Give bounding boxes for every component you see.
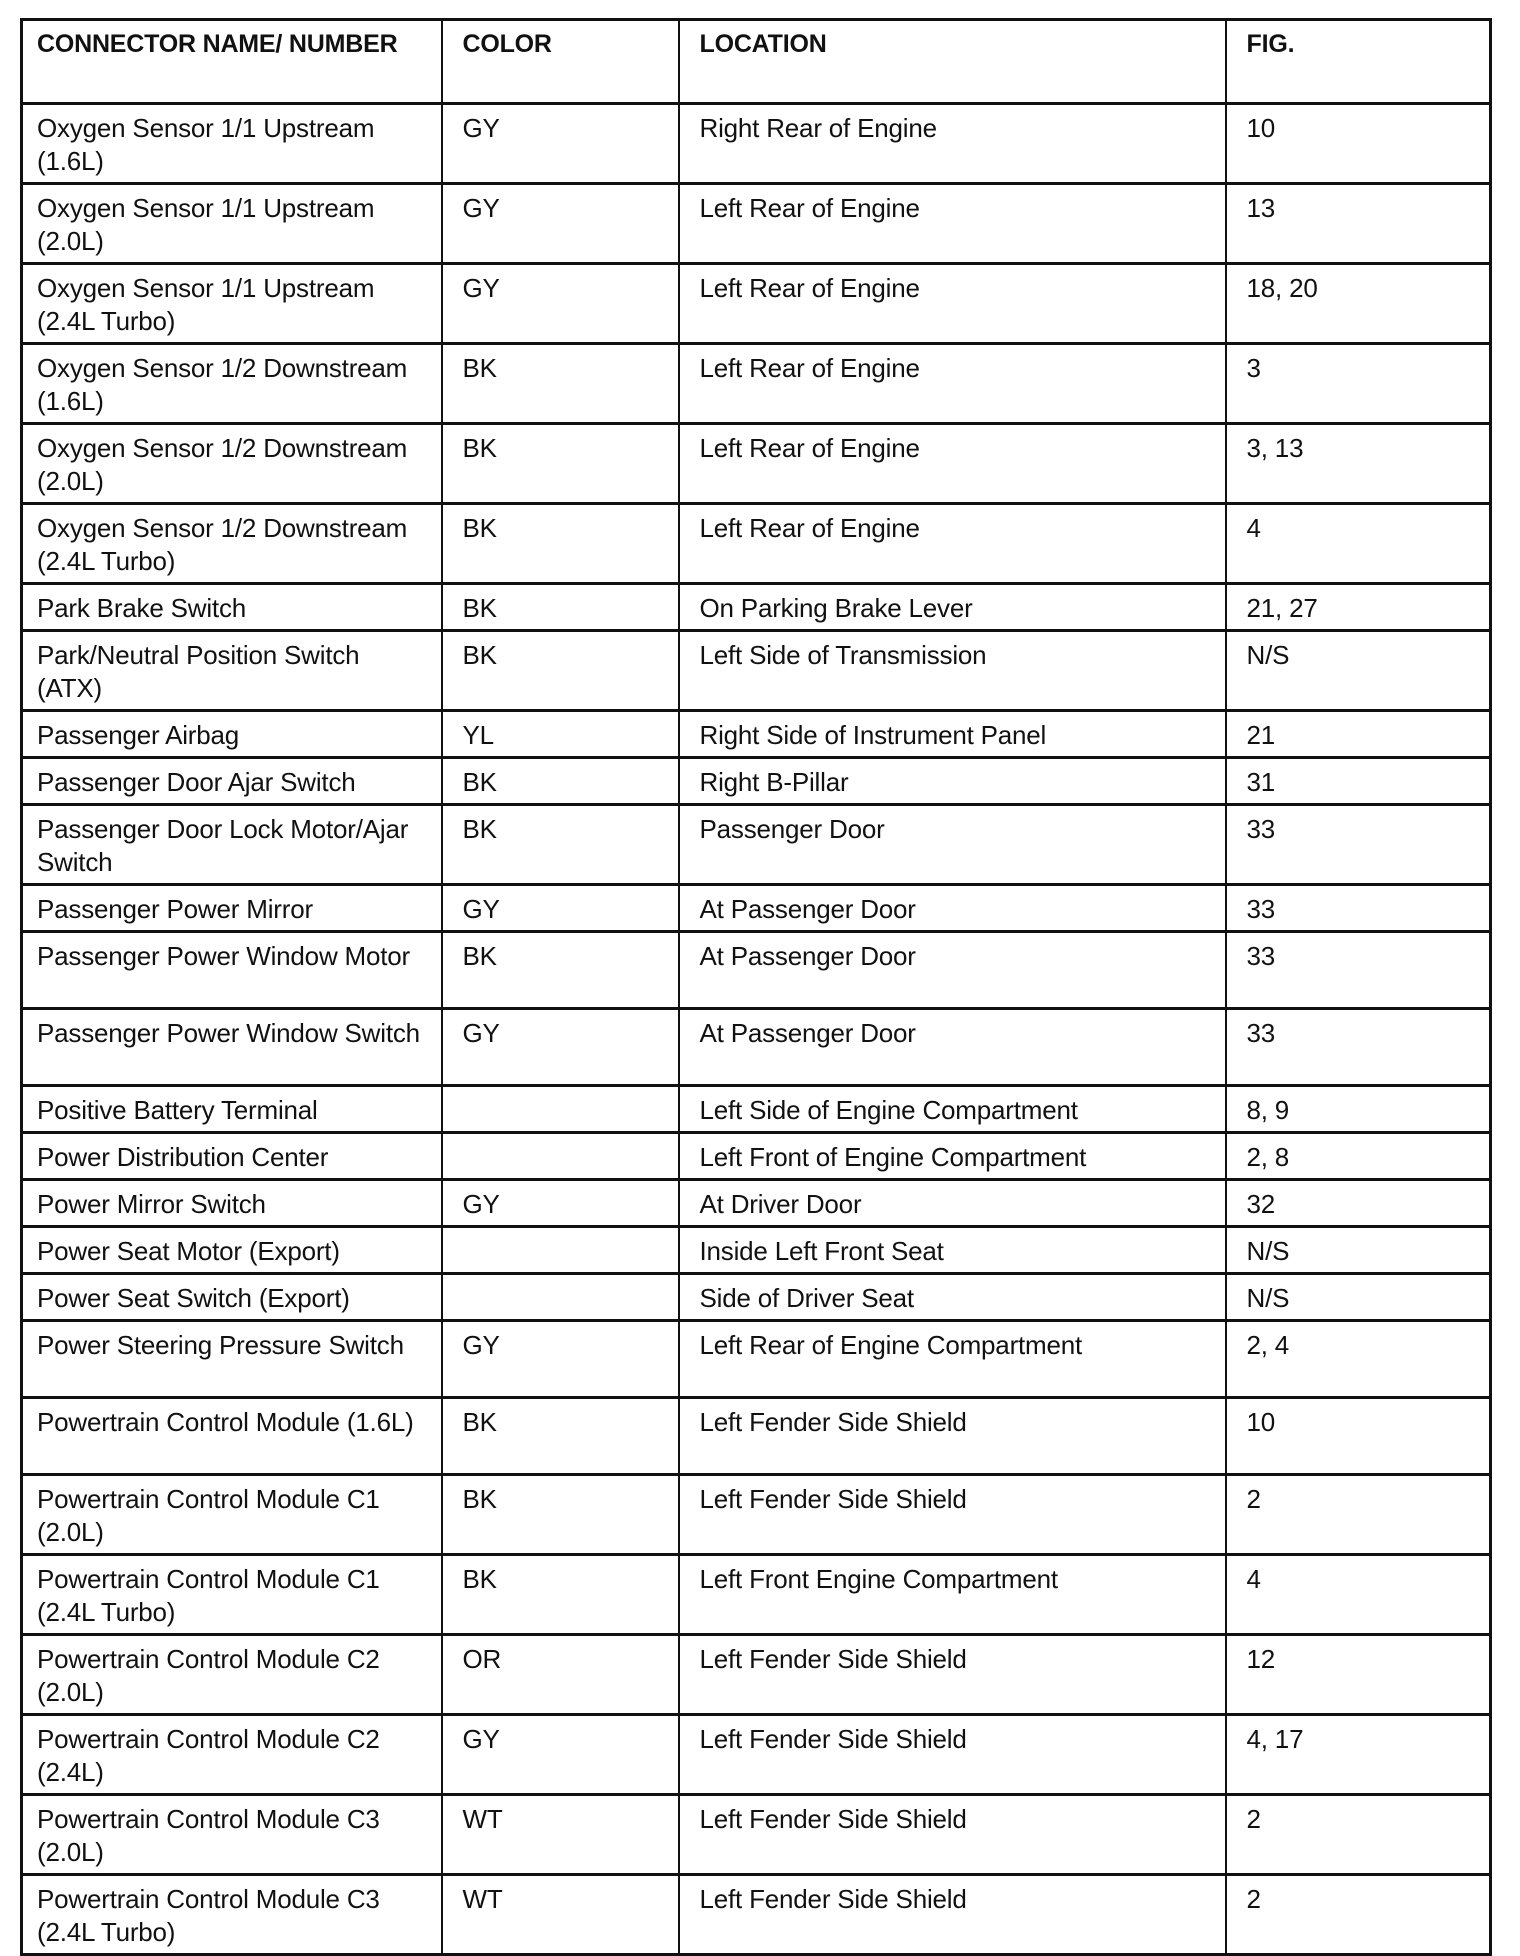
cell-location: On Parking Brake Lever [679,584,1226,631]
cell-fig: 13 [1226,184,1491,264]
cell-location: Left Rear of Engine [679,424,1226,504]
cell-location: Right Rear of Engine [679,104,1226,184]
cell-name: Oxygen Sensor 1/2 Downstream (1.6L) [22,344,442,424]
cell-color: GY [442,1321,679,1398]
cell-fig: 31 [1226,758,1491,805]
cell-location: At Passenger Door [679,885,1226,932]
cell-fig: 33 [1226,1009,1491,1086]
cell-location: Side of Driver Seat [679,1274,1226,1321]
header-fig: FIG. [1226,20,1491,104]
cell-color [442,1086,679,1133]
cell-color: WT [442,1795,679,1875]
cell-color: GY [442,264,679,344]
cell-name: Powertrain Control Module C2 (2.0L) [22,1635,442,1715]
table-row [22,932,1491,1009]
cell-location: Left Rear of Engine Compartment [679,1321,1226,1398]
header-color: COLOR [442,20,679,104]
cell-color: BK [442,758,679,805]
cell-fig: N/S [1226,1227,1491,1274]
cell-name: Oxygen Sensor 1/2 Downstream (2.4L Turbo) [22,504,442,584]
cell-fig: 8, 9 [1226,1086,1491,1133]
table-row [22,1875,1491,1955]
cell-fig: 4, 17 [1226,1715,1491,1795]
table-row [22,1133,1491,1180]
cell-color: BK [442,1555,679,1635]
table-row [22,1009,1491,1086]
header-location: LOCATION [679,20,1226,104]
table-row [22,104,1491,184]
cell-color: GY [442,184,679,264]
cell-name: Powertrain Control Module C2 (2.4L) [22,1715,442,1795]
cell-fig: 10 [1226,104,1491,184]
cell-name: Park/Neutral Position Switch (ATX) [22,631,442,711]
cell-fig: 10 [1226,1398,1491,1475]
cell-location: Left Rear of Engine [679,184,1226,264]
table-row [22,1180,1491,1227]
cell-location: Right Side of Instrument Panel [679,711,1226,758]
cell-location: Left Fender Side Shield [679,1635,1226,1715]
cell-location: Inside Left Front Seat [679,1227,1226,1274]
table-row [22,504,1491,584]
cell-location: Right B-Pillar [679,758,1226,805]
cell-location: Left Side of Transmission [679,631,1226,711]
table-row [22,1274,1491,1321]
cell-fig: 21, 27 [1226,584,1491,631]
cell-color: BK [442,932,679,1009]
table-row [22,1555,1491,1635]
cell-color [442,1227,679,1274]
table-row [22,758,1491,805]
table-row [22,1475,1491,1555]
cell-name: Oxygen Sensor 1/1 Upstream (1.6L) [22,104,442,184]
table-row [22,1715,1491,1795]
cell-name: Power Steering Pressure Switch [22,1321,442,1398]
cell-fig: N/S [1226,1274,1491,1321]
table-row [22,711,1491,758]
cell-color: GY [442,1180,679,1227]
cell-name: Passenger Power Window Motor [22,932,442,1009]
cell-name: Passenger Door Lock Motor/Ajar Switch [22,805,442,885]
cell-name: Oxygen Sensor 1/1 Upstream (2.4L Turbo) [22,264,442,344]
cell-name: Power Mirror Switch [22,1180,442,1227]
cell-fig: 21 [1226,711,1491,758]
cell-name: Passenger Power Mirror [22,885,442,932]
table-header-row [22,20,1491,104]
cell-name: Powertrain Control Module C3 (2.0L) [22,1795,442,1875]
cell-name: Park Brake Switch [22,584,442,631]
cell-fig: 3 [1226,344,1491,424]
cell-name: Positive Battery Terminal [22,1086,442,1133]
cell-name: Powertrain Control Module C1 (2.0L) [22,1475,442,1555]
cell-name: Passenger Airbag [22,711,442,758]
cell-color: BK [442,504,679,584]
cell-color [442,1274,679,1321]
table-row [22,184,1491,264]
cell-fig: 33 [1226,805,1491,885]
cell-color: BK [442,631,679,711]
cell-name: Oxygen Sensor 1/1 Upstream (2.0L) [22,184,442,264]
cell-color: WT [442,1875,679,1955]
cell-color [442,1133,679,1180]
table-row [22,344,1491,424]
cell-location: Left Rear of Engine [679,504,1226,584]
cell-location: At Passenger Door [679,1009,1226,1086]
cell-name: Passenger Door Ajar Switch [22,758,442,805]
cell-color: GY [442,1009,679,1086]
cell-fig: 2 [1226,1875,1491,1955]
cell-location: Left Fender Side Shield [679,1715,1226,1795]
cell-fig: 3, 13 [1226,424,1491,504]
connector-location-table [20,18,1492,1956]
cell-fig: 2 [1226,1475,1491,1555]
cell-fig: 12 [1226,1635,1491,1715]
cell-fig: 32 [1226,1180,1491,1227]
cell-location: Passenger Door [679,805,1226,885]
cell-name: Passenger Power Window Switch [22,1009,442,1086]
cell-location: Left Fender Side Shield [679,1475,1226,1555]
cell-fig: 2, 4 [1226,1321,1491,1398]
cell-location: Left Rear of Engine [679,344,1226,424]
cell-color: BK [442,805,679,885]
cell-fig: 33 [1226,885,1491,932]
cell-color: BK [442,1475,679,1555]
cell-name: Powertrain Control Module C3 (2.4L Turbo) [22,1875,442,1955]
table-row [22,885,1491,932]
cell-color: BK [442,1398,679,1475]
cell-fig: 4 [1226,504,1491,584]
table-row [22,1635,1491,1715]
table-row [22,584,1491,631]
table-row [22,1321,1491,1398]
table-row [22,631,1491,711]
header-connector-name: CONNECTOR NAME/ NUMBER [22,20,442,104]
cell-color: BK [442,584,679,631]
cell-color: GY [442,1715,679,1795]
cell-location: Left Fender Side Shield [679,1398,1226,1475]
cell-fig: 4 [1226,1555,1491,1635]
cell-location: Left Fender Side Shield [679,1875,1226,1955]
cell-fig: N/S [1226,631,1491,711]
table-row [22,805,1491,885]
cell-location: At Driver Door [679,1180,1226,1227]
cell-name: Power Seat Motor (Export) [22,1227,442,1274]
cell-color: GY [442,104,679,184]
table-row [22,1398,1491,1475]
table-row [22,1086,1491,1133]
cell-color: YL [442,711,679,758]
table-row [22,1227,1491,1274]
cell-fig: 2, 8 [1226,1133,1491,1180]
cell-fig: 33 [1226,932,1491,1009]
cell-name: Oxygen Sensor 1/2 Downstream (2.0L) [22,424,442,504]
cell-color: BK [442,344,679,424]
cell-location: Left Rear of Engine [679,264,1226,344]
table-row [22,1795,1491,1875]
cell-location: Left Side of Engine Compartment [679,1086,1226,1133]
cell-color: BK [442,424,679,504]
cell-color: OR [442,1635,679,1715]
cell-location: Left Front Engine Compartment [679,1555,1226,1635]
table-row [22,264,1491,344]
cell-name: Powertrain Control Module (1.6L) [22,1398,442,1475]
cell-name: Power Distribution Center [22,1133,442,1180]
table-row [22,424,1491,504]
cell-fig: 2 [1226,1795,1491,1875]
cell-name: Powertrain Control Module C1 (2.4L Turbo) [22,1555,442,1635]
cell-name: Power Seat Switch (Export) [22,1274,442,1321]
cell-location: At Passenger Door [679,932,1226,1009]
cell-location: Left Front of Engine Compartment [679,1133,1226,1180]
cell-fig: 18, 20 [1226,264,1491,344]
cell-location: Left Fender Side Shield [679,1795,1226,1875]
cell-color: GY [442,885,679,932]
